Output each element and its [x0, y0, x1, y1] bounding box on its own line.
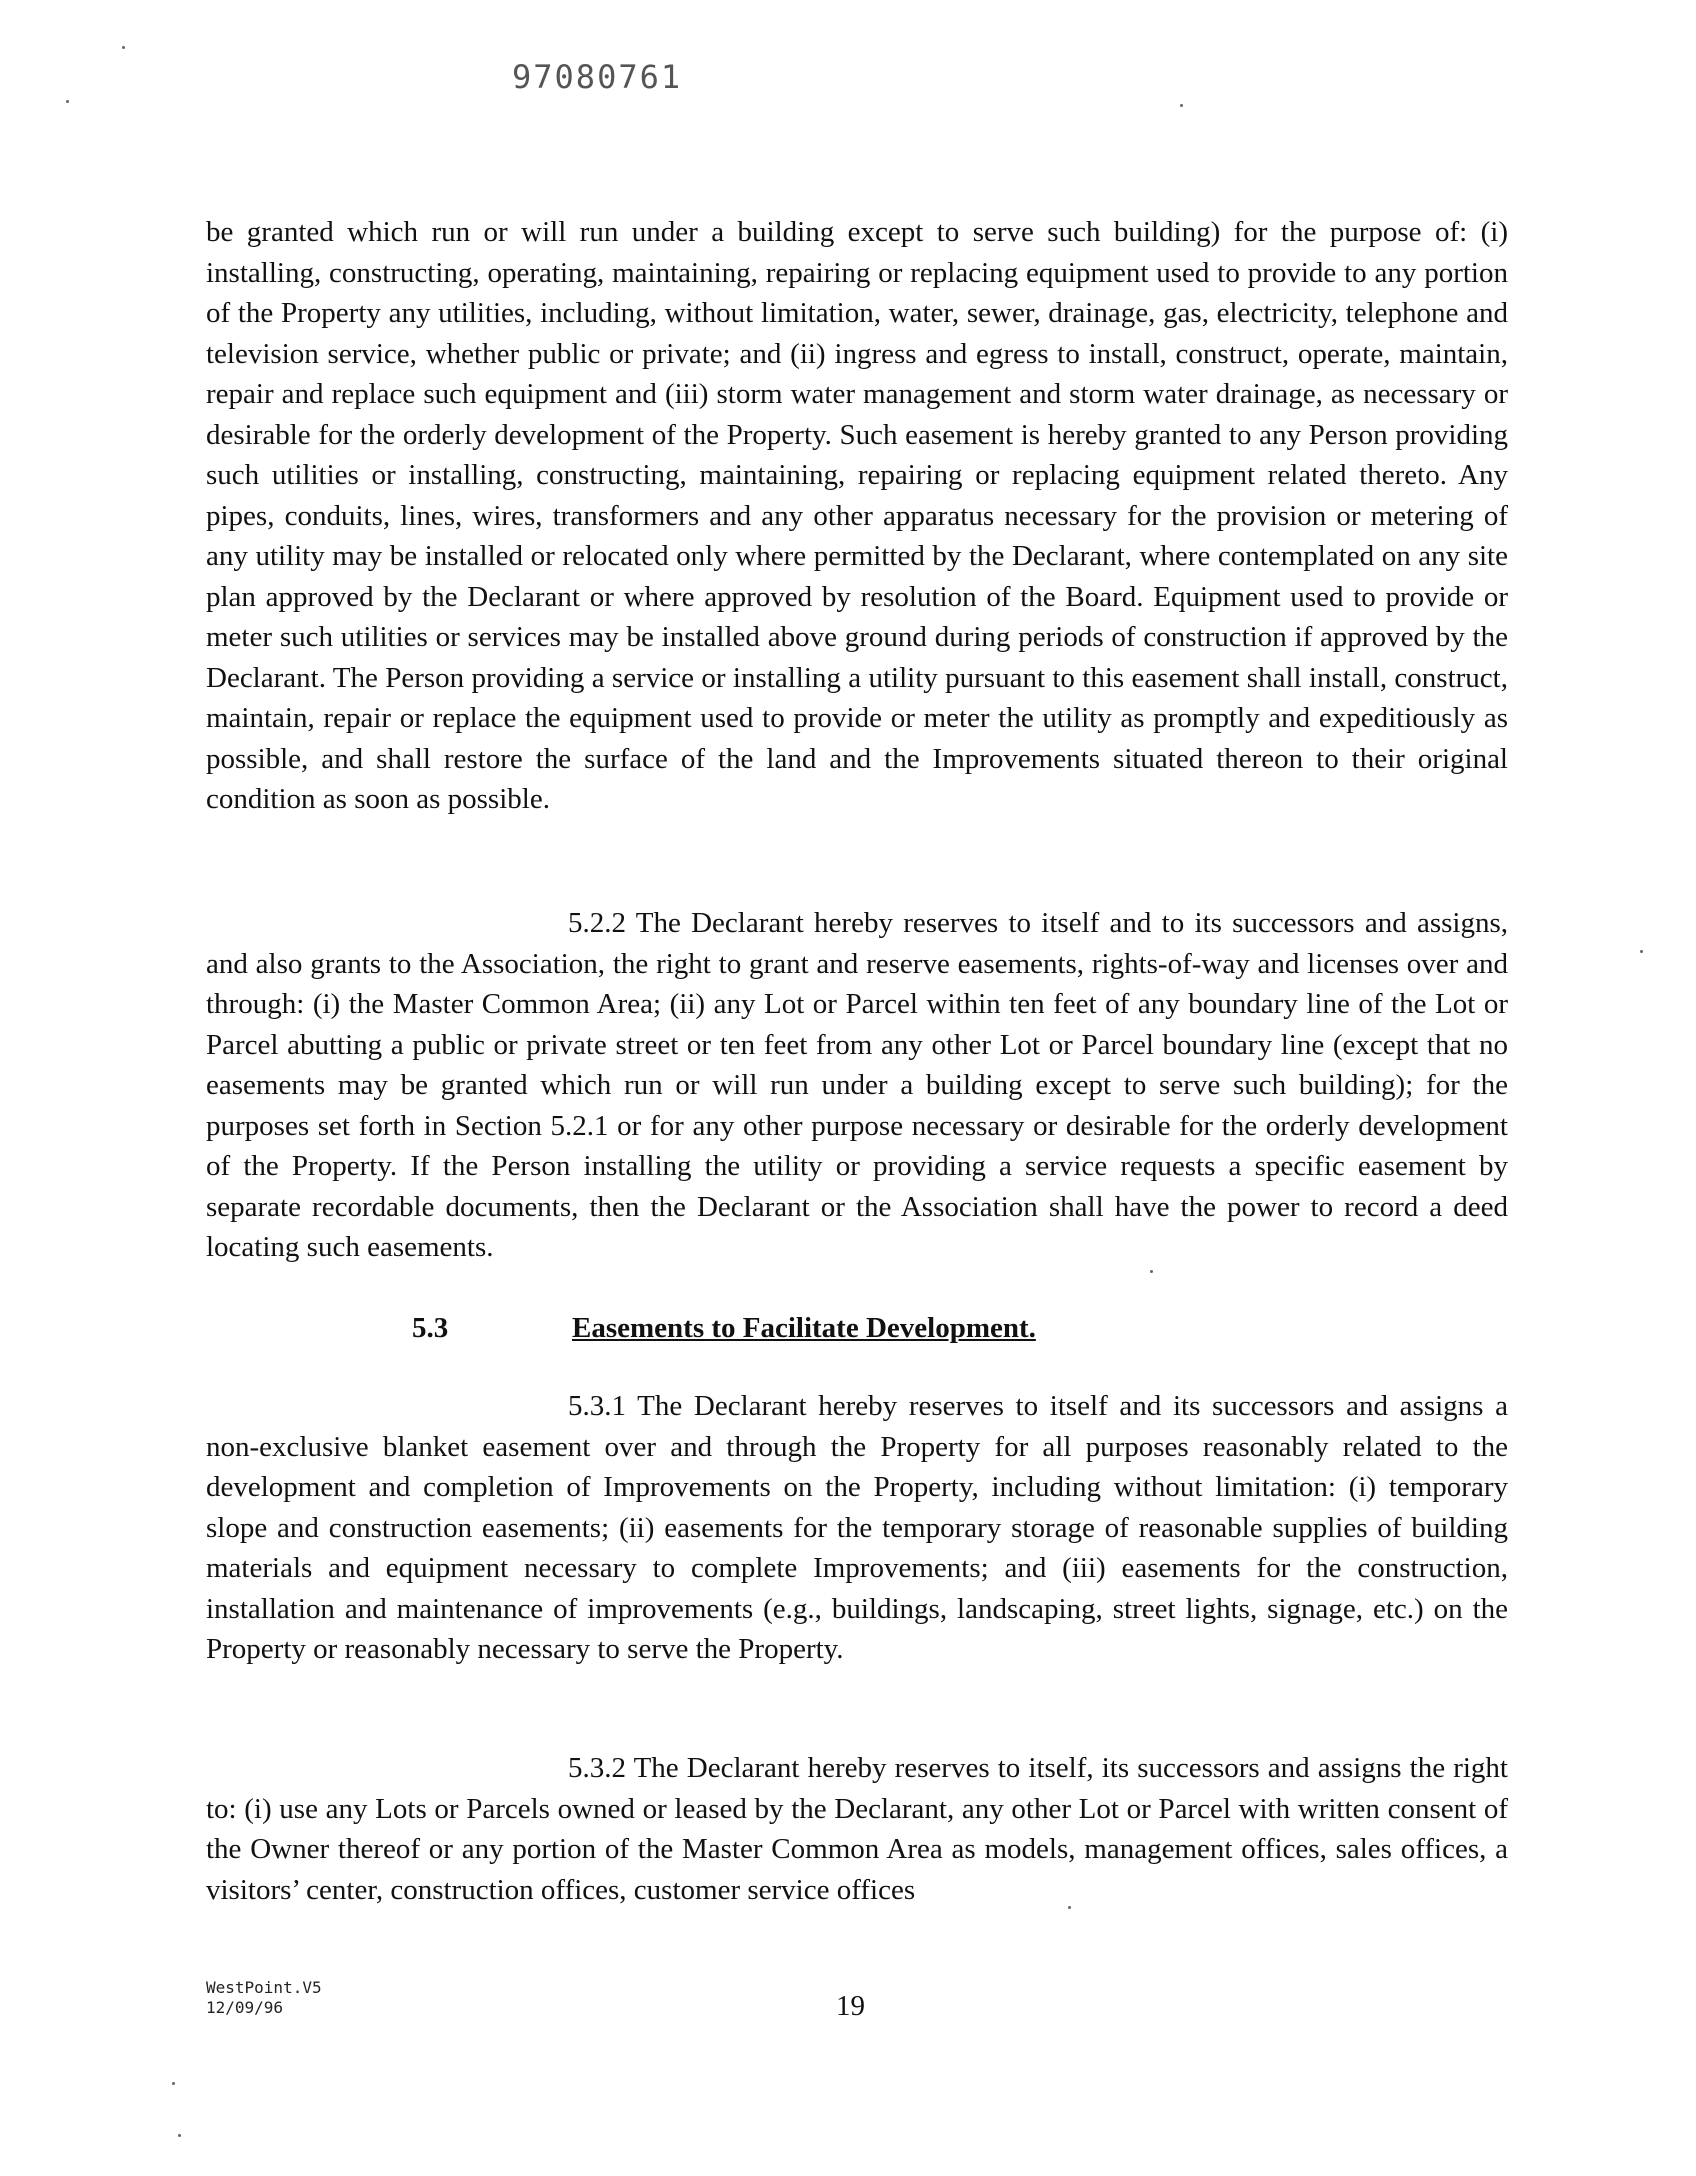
section-heading-5-3 — [412, 1308, 1212, 1348]
scan-speck — [1180, 104, 1183, 107]
scan-speck — [122, 46, 125, 49]
scan-speck — [178, 2134, 181, 2137]
scan-speck — [1068, 1906, 1071, 1909]
paragraph-5-3-1: 5.3.1 The Declarant hereby reserves to itself and its successors and assigns a non-exclusive blanket easement over and through the Property for all purposes reasonably related to the development and completion of Improvements on the Property, including without limitation: (i) temporary slope and construction easements; (ii) easements for the temporary storage of reasonable supplies of building materials and equipment necessary to complete Improvements; and (iii) easements for the construction, installation and maintenance of improvements (e.g., buildings, landscaping, street lights, signage, etc.) on the Property or reasonably necessary to serve the Property. — [206, 1390, 1508, 1665]
page-number: 19 — [836, 1990, 865, 2022]
paragraph-utility-easement: be granted which run or will run under a building except to serve such building) for the purpose of: (i) installing, constructing, operating, maintaining, repairing or replacing equipment used to provide to any portion of the Property any utilities, including, without limitation, water, sewer, drainage, gas, electricity, telephone and television service, whether public or private; and (ii) ingress and egress to install, construct, operate, maintain, repair and replace such equipment and (iii) storm water management and storm water drainage, as necessary or desirable for the orderly development of the Property. Such easement is hereby granted to any Person providing such utilities or installing, constructing, maintaining, repairing or replacing equipment related thereto. Any pipes, conduits, lines, wires, transformers and any other apparatus necessary for the provision or metering of any utility may be installed or relocated only where permitted by the Declarant, where contemplated on any site plan approved by the Declarant or where approved by resolution of the Board. Equipment used to provide or meter such utilities or services may be installed above ground during periods of construction if approved by the Declarant. The Person providing a service or installing a utility pursuant to this easement shall install, construct, maintain, repair or replace the equipment used to provide or meter the utility as promptly and expeditiously as possible, and shall restore the surface of the land and the Improvements situated thereon to their original condition as soon as possible. — [206, 216, 1508, 815]
document-number: 97080761 — [512, 58, 683, 96]
footer-date: 12/09/96 — [206, 1998, 284, 2017]
scan-speck — [172, 2082, 175, 2085]
scan-speck — [1640, 950, 1643, 953]
footer-file-name: WestPoint.V5 — [206, 1978, 322, 1997]
section-number: 5.3 — [412, 1312, 449, 1344]
scan-speck — [1150, 1270, 1153, 1273]
paragraph-5-3-2: 5.3.2 The Declarant hereby reserves to itself, its successors and assigns the right to: (i) use any Lots or Parcels owned or leased by the Declarant, any other Lot or Parcel with written consent of the Owner thereof or any portion of the Master Common Area as models, management offices, sales offices, a visitors’ center, construction offices, customer service offices — [206, 1752, 1508, 1906]
footer-file-info — [206, 1978, 322, 2018]
section-title: Easements to Facilitate Development. — [572, 1312, 1036, 1344]
paragraph-5-2-2: 5.2.2 The Declarant hereby reserves to itself and to its successors and assigns, and also grants to the Association, the right to grant and reserve easements, rights-of-way and licenses over and through: (i) the Master Common Area; (ii) any Lot or Parcel within ten feet of any boundary line of the Lot or Parcel abutting a public or private street or ten feet from any other Lot or Parcel boundary line (except that no easements may be granted which run or will run under a building except to serve such building); for the purposes set forth in Section 5.2.1 or for any other purpose necessary or desirable for the orderly development of the Property. If the Person installing the utility or providing a service requests a specific easement by separate recordable documents, then the Declarant or the Association shall have the power to record a deed locating such easements. — [206, 907, 1508, 1263]
scan-speck — [66, 100, 69, 103]
